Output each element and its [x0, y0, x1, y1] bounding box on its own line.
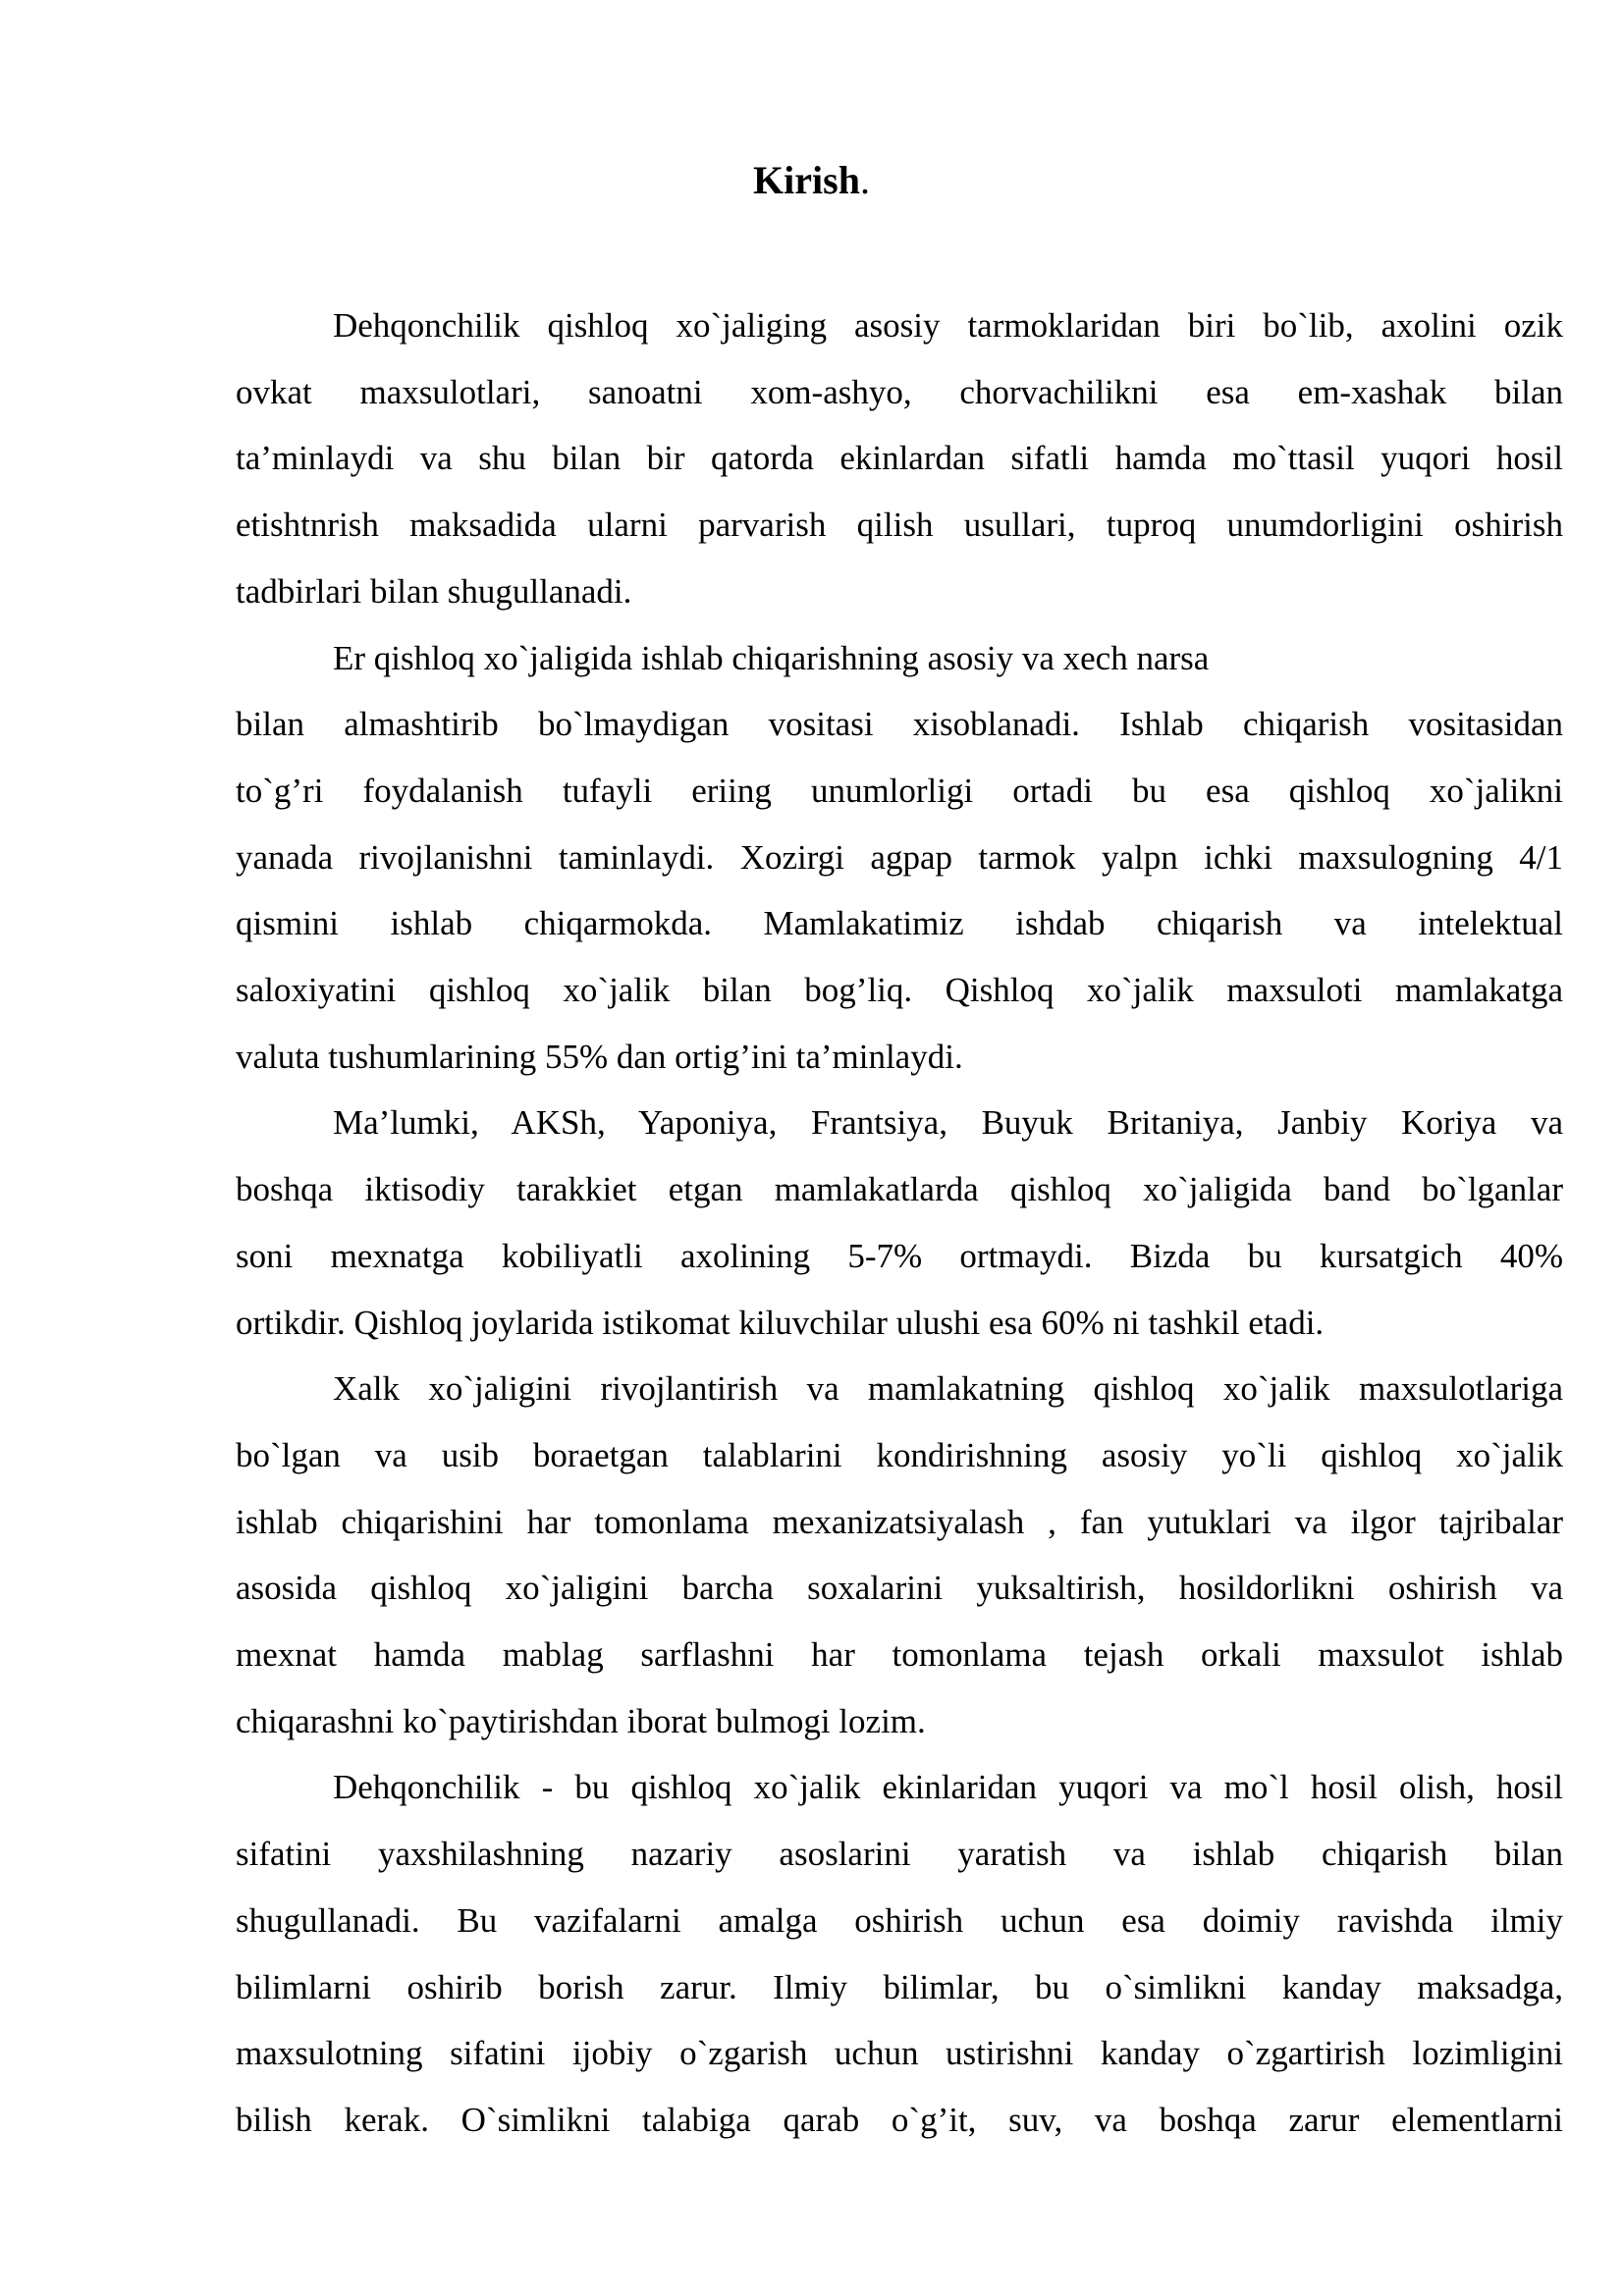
- document-body: [236, 293, 1563, 2154]
- paragraph: [236, 625, 1563, 692]
- paragraph-line: chiqarashni ko`paytirishdan iborat bulmogi lozim.: [236, 1701, 926, 1740]
- paragraph-line: ta’minlaydi va shu bilan bir qatorda ekinlardan sifatli hamda mo`ttasil yuqori hosil: [236, 439, 1563, 478]
- paragraph-line: to`g’ri foydalanish tufayli eriing unumlorligi ortadi bu esa qishloq xo`jalikni: [236, 771, 1563, 810]
- paragraph-line: qismini ishlab chiqarmokda. Mamlakatimiz ishdab chiqarish va intelektual: [236, 904, 1563, 943]
- paragraph-line: Dehqonchilik qishloq xo`jaliging asosiy tarmoklaridan biri bo`lib, axolini ozik: [333, 306, 1563, 345]
- paragraph: [236, 1356, 1563, 1754]
- paragraph-line: bo`lgan va usib boraetgan talablarini kondirishning asosiy yo`li qishloq xo`jalik: [236, 1435, 1563, 1474]
- title-suffix: .: [859, 158, 870, 202]
- paragraph-line: Ma’lumki, AKSh, Yaponiya, Frantsiya, Buyuk Britaniya, Janbiy Koriya va: [333, 1103, 1563, 1143]
- paragraph: [236, 691, 1563, 1090]
- paragraph-line: tadbirlari bilan shugullanadi.: [236, 571, 632, 611]
- paragraph-line: sifatini yaxshilashning nazariy asoslarini yaratish va ishlab chiqarish bilan: [236, 1835, 1563, 1874]
- paragraph-line: etishtnrish maksadida ularni parvarish qilish usullari, tuproq unumdorligini oshirish: [236, 506, 1563, 545]
- paragraph-line: bilimlarni oshirib borish zarur. Ilmiy bilimlar, bu o`simlikni kanday maksadga,: [236, 1967, 1563, 2006]
- paragraph-line: asosida qishloq xo`jaligini barcha soxalarini yuksaltirish, hosildorlikni oshirish va: [236, 1569, 1563, 1608]
- paragraph: [236, 293, 1563, 625]
- paragraph-line: saloxiyatini qishloq xo`jalik bilan bog’liq. Qishloq xo`jalik maxsuloti mamlakatga: [236, 971, 1563, 1010]
- paragraph-line: Dehqonchilik - bu qishloq xo`jalik ekinlaridan yuqori va mo`l hosil olish, hosil: [333, 1768, 1563, 1807]
- paragraph-line: bilish kerak. O`simlikni talabiga qarab o`g’it, suv, va boshqa zarur elementlarni: [236, 2100, 1563, 2139]
- paragraph-line: ovkat maxsulotlari, sanoatni xom-ashyo, chorvachilikni esa em-xashak bilan: [236, 372, 1563, 411]
- paragraph-line: bilan almashtirib bo`lmaydigan vositasi xisoblanadi. Ishlab chiqarish vositasidan: [236, 705, 1563, 744]
- paragraph-line: Er qishloq xo`jaligida ishlab chiqarishning asosiy va xech narsa: [333, 638, 1210, 677]
- paragraph-line: Xalk xo`jaligini rivojlantirish va mamlakatning qishloq xo`jalik maxsulotlariga: [333, 1369, 1563, 1409]
- paragraph: [236, 1754, 1563, 2153]
- paragraph-line: valuta tushumlarining 55% dan ortig’ini ta’minlaydi.: [236, 1037, 963, 1076]
- paragraph-line: maxsulotning sifatini ijobiy o`zgarish uchun ustirishni kanday o`zgartirish lozimligini: [236, 2034, 1563, 2073]
- page-title: [0, 155, 1623, 206]
- paragraph-line: ortikdir. Qishloq joylarida istikomat kiluvchilar ulushi esa 60% ni tashkil etadi.: [236, 1303, 1325, 1342]
- paragraph-line: ishlab chiqarishini har tomonlama mexanizatsiyalash , fan yutuklari va ilgor tajribalar: [236, 1502, 1563, 1541]
- paragraph-line: shugullanadi. Bu vazifalarni amalga oshirish uchun esa doimiy ravishda ilmiy: [236, 1900, 1563, 1940]
- paragraph-line: mexnat hamda mablag sarflashni har tomonlama tejash orkali maxsulot ishlab: [236, 1635, 1563, 1675]
- paragraph-line: boshqa iktisodiy tarakkiet etgan mamlakatlarda qishloq xo`jaligida band bo`lganlar: [236, 1170, 1563, 1209]
- paragraph: [236, 1090, 1563, 1356]
- paragraph-line: soni mexnatga kobiliyatli axolining 5-7% ortmaydi. Bizda bu kursatgich 40%: [236, 1236, 1563, 1275]
- title-text: Kirish: [753, 158, 860, 202]
- paragraph-line: yanada rivojlanishni taminlaydi. Xozirgi agpap tarmok yalpn ichki maxsulogning 4/1: [236, 837, 1563, 877]
